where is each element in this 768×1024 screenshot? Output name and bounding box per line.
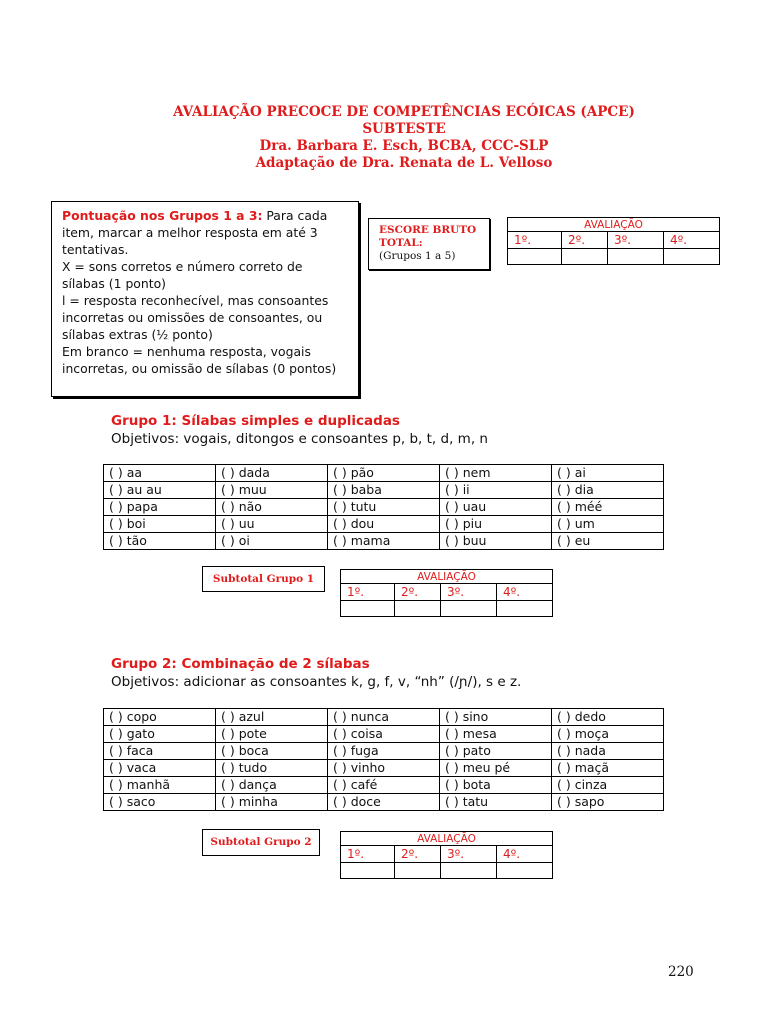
group1-evaluation-table (340, 569, 553, 617)
item-cell[interactable]: ( ) pote (216, 726, 328, 743)
attempt-4: 4º. (497, 584, 553, 601)
item-cell[interactable]: ( ) faca (104, 743, 216, 760)
attempt-2: 2º. (395, 584, 441, 601)
group2-evaluation-table (340, 831, 553, 879)
item-cell[interactable]: ( ) saco (104, 794, 216, 811)
item-cell[interactable]: ( ) uu (216, 516, 328, 533)
item-cell[interactable]: ( ) eu (552, 533, 664, 550)
scoring-title: Pontuação nos Grupos 1 a 3: (62, 208, 263, 223)
item-cell[interactable]: ( ) azul (216, 709, 328, 726)
group1-title: Grupo 1: Sílabas simples e duplicadas (111, 413, 400, 429)
attempt-4: 4º. (664, 232, 720, 249)
item-cell[interactable]: ( ) bota (440, 777, 552, 794)
raw-score-label: ESCORE BRUTO (379, 224, 477, 236)
evaluation-header: AVALIAÇÃO (341, 570, 553, 584)
item-cell[interactable]: ( ) uau (440, 499, 552, 516)
header-author: Dra. Barbara E. Esch, BCBA, CCC-SLP (259, 138, 549, 154)
group2-subtotal-label: Subtotal Grupo 2 (202, 829, 320, 856)
score-cell[interactable] (497, 601, 553, 617)
table-row (104, 794, 664, 811)
score-cell[interactable] (341, 601, 395, 617)
item-cell[interactable]: ( ) nem (440, 465, 552, 482)
evaluation-table-total (507, 217, 720, 265)
item-cell[interactable]: ( ) sino (440, 709, 552, 726)
group2-objectives: Objetivos: adicionar as consoantes k, g, f, v, “nh” (/ɲ/), s e z. (111, 674, 522, 690)
item-cell[interactable]: ( ) gato (104, 726, 216, 743)
attempt-3: 3º. (608, 232, 664, 249)
attempt-1: 1º. (508, 232, 562, 249)
item-cell[interactable]: ( ) coisa (328, 726, 440, 743)
score-cell[interactable] (441, 863, 497, 879)
item-cell[interactable]: ( ) boca (216, 743, 328, 760)
score-cell[interactable] (395, 601, 441, 617)
item-cell[interactable]: ( ) boi (104, 516, 216, 533)
item-cell[interactable]: ( ) papa (104, 499, 216, 516)
header-title: AVALIAÇÃO PRECOCE DE COMPETÊNCIAS ECÓICAS (APCE) (173, 104, 635, 120)
item-cell[interactable]: ( ) buu (440, 533, 552, 550)
item-cell[interactable]: ( ) baba (328, 482, 440, 499)
item-cell[interactable]: ( ) oi (216, 533, 328, 550)
item-cell[interactable]: ( ) doce (328, 794, 440, 811)
attempt-3: 3º. (441, 584, 497, 601)
item-cell[interactable]: ( ) copo (104, 709, 216, 726)
table-row (104, 516, 664, 533)
scoring-x-rule: X = sons corretos e número correto de sílabas (1 ponto) (62, 259, 303, 291)
attempt-2: 2º. (562, 232, 608, 249)
group2-items-table (103, 708, 664, 811)
attempt-4: 4º. (497, 846, 553, 863)
header-adaptation: Adaptação de Dra. Renata de L. Velloso (255, 155, 553, 171)
item-cell[interactable]: ( ) mesa (440, 726, 552, 743)
item-cell[interactable]: ( ) méé (552, 499, 664, 516)
item-cell[interactable]: ( ) dou (328, 516, 440, 533)
item-cell[interactable]: ( ) tatu (440, 794, 552, 811)
item-cell[interactable]: ( ) ai (552, 465, 664, 482)
raw-score-groups: (Grupos 1 a 5) (379, 250, 456, 262)
item-cell[interactable]: ( ) ii (440, 482, 552, 499)
score-cell[interactable] (508, 249, 562, 265)
scoring-blank-rule: Em branco = nenhuma resposta, vogais incorretas, ou omissão de sílabas (0 pontos) (62, 344, 337, 376)
group1-objectives: Objetivos: vogais, ditongos e consoantes p, b, t, d, m, n (111, 431, 488, 447)
score-cell[interactable] (608, 249, 664, 265)
raw-score-total-label: TOTAL: (379, 237, 423, 249)
item-cell[interactable]: ( ) piu (440, 516, 552, 533)
item-cell[interactable]: ( ) manhã (104, 777, 216, 794)
score-cell[interactable] (664, 249, 720, 265)
item-cell[interactable]: ( ) pato (440, 743, 552, 760)
item-cell[interactable]: ( ) muu (216, 482, 328, 499)
group2-title: Grupo 2: Combinação de 2 sílabas (111, 656, 370, 672)
table-row (104, 499, 664, 516)
scoring-instructions-box (51, 201, 359, 397)
table-row (104, 726, 664, 743)
item-cell[interactable]: ( ) um (552, 516, 664, 533)
score-cell[interactable] (497, 863, 553, 879)
item-cell[interactable]: ( ) sapo (552, 794, 664, 811)
scoring-l-rule: l = resposta reconhecível, mas consoantes incorretas ou omissões de consoantes, ou sílabas extras (½ ponto) (62, 293, 329, 342)
evaluation-header: AVALIAÇÃO (341, 832, 553, 846)
scoring-intro: Para cada item, marcar a melhor resposta em até 3 tentativas. (62, 208, 328, 257)
page-number: 220 (668, 964, 694, 980)
table-row (104, 743, 664, 760)
group1-items-table (103, 464, 664, 550)
item-cell[interactable]: ( ) nunca (328, 709, 440, 726)
item-cell[interactable]: ( ) café (328, 777, 440, 794)
item-cell[interactable]: ( ) tutu (328, 499, 440, 516)
item-cell[interactable]: ( ) maçã (552, 760, 664, 777)
table-row (104, 533, 664, 550)
attempt-2: 2º. (395, 846, 441, 863)
item-cell[interactable]: ( ) moça (552, 726, 664, 743)
item-cell[interactable]: ( ) vinho (328, 760, 440, 777)
score-cell[interactable] (341, 863, 395, 879)
evaluation-header: AVALIAÇÃO (508, 218, 720, 232)
item-cell[interactable]: ( ) tudo (216, 760, 328, 777)
item-cell[interactable]: ( ) vaca (104, 760, 216, 777)
score-cell[interactable] (441, 601, 497, 617)
table-row (104, 482, 664, 499)
table-row (104, 709, 664, 726)
group1-subtotal-label: Subtotal Grupo 1 (202, 566, 325, 592)
score-cell[interactable] (395, 863, 441, 879)
item-cell[interactable]: ( ) não (216, 499, 328, 516)
item-cell[interactable]: ( ) fuga (328, 743, 440, 760)
table-row (104, 465, 664, 482)
attempt-1: 1º. (341, 584, 395, 601)
item-cell[interactable]: ( ) au au (104, 482, 216, 499)
item-cell[interactable]: ( ) dada (216, 465, 328, 482)
item-cell[interactable]: ( ) nada (552, 743, 664, 760)
score-cell[interactable] (562, 249, 608, 265)
item-cell[interactable]: ( ) meu pé (440, 760, 552, 777)
item-cell[interactable]: ( ) pão (328, 465, 440, 482)
header-subtitle: SUBTESTE (362, 121, 446, 137)
table-row (104, 760, 664, 777)
attempt-1: 1º. (341, 846, 395, 863)
item-cell[interactable]: ( ) dia (552, 482, 664, 499)
item-cell[interactable]: ( ) aa (104, 465, 216, 482)
item-cell[interactable]: ( ) minha (216, 794, 328, 811)
item-cell[interactable]: ( ) tão (104, 533, 216, 550)
item-cell[interactable]: ( ) dança (216, 777, 328, 794)
item-cell[interactable]: ( ) cinza (552, 777, 664, 794)
raw-score-box (368, 218, 490, 270)
item-cell[interactable]: ( ) mama (328, 533, 440, 550)
table-row (104, 777, 664, 794)
document-header (0, 104, 768, 172)
item-cell[interactable]: ( ) dedo (552, 709, 664, 726)
attempt-3: 3º. (441, 846, 497, 863)
